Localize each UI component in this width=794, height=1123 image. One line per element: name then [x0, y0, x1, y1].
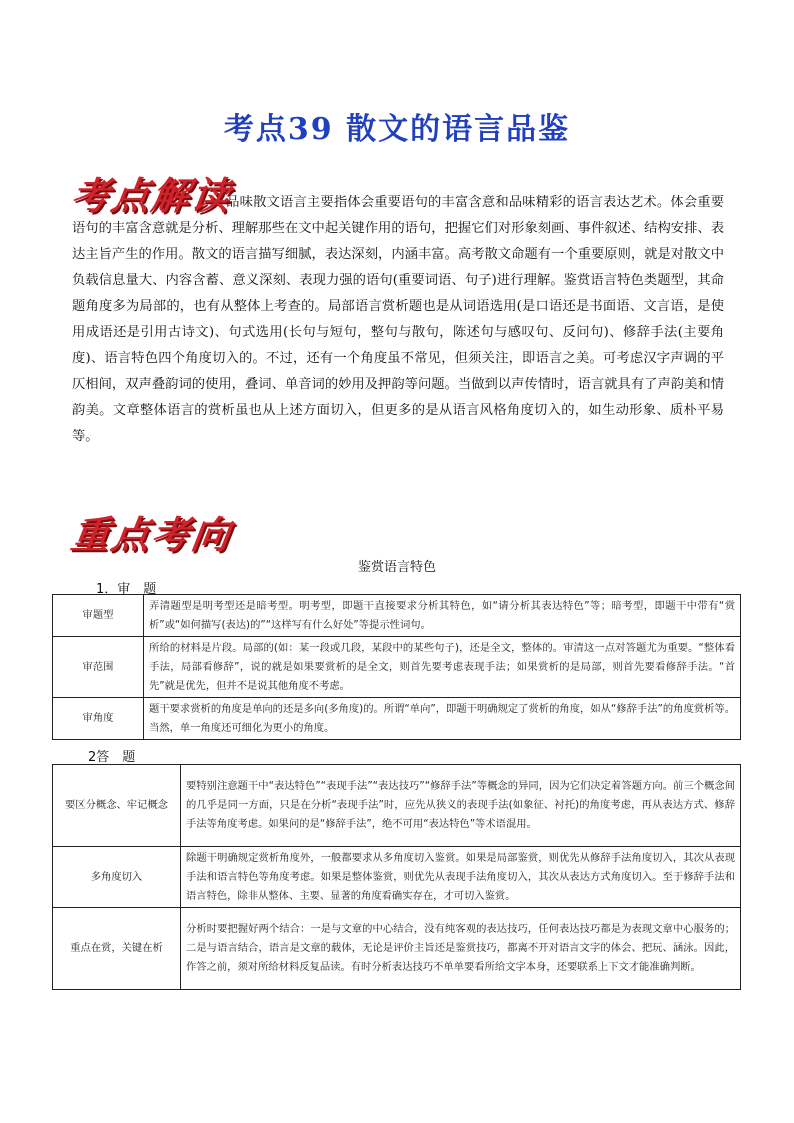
table-row: [53, 637, 741, 698]
part2-heading: 2答 题: [88, 750, 136, 765]
row-text: 题干要求赏析的角度是单向的还是多向(多角度)的。所谓“单向”，即题干明确规定了赏析的角度，如从“修辞手法”的角度赏析等。当然，单一角度还可细化为更小的角度。: [144, 698, 741, 740]
row-text: 除题干明确规定赏析角度外，一般都要求从多角度切入鉴赏。如果是局部鉴赏，则优先从修辞手法角度切入，其次从表现手法和语言特色等角度考虑。如果是整体鉴赏，则优先从表现手法角度切入，其次从表达方式角度切入。至于修辞手法和语言特色，除非从整体、主要、显著的角度看确实存在，才可切入鉴赏。: [181, 847, 741, 908]
row-label: 审角度: [53, 698, 144, 740]
row-label: 审范围: [53, 637, 144, 698]
intro-paragraph: [72, 190, 724, 450]
row-label: 审题型: [53, 595, 144, 637]
row-text: 所给的材料是片段。局部的(如：某一段或几段，某段中的某些句子)，还是全文，整体的。审清这一点对答题尤为重要。“整体看手法，局部看修辞”，说的就是如果要赏析的是全文，则首先要考虑表现手法；如果赏析的是局部，则首先要看修辞手法。“首先”就是优先，但并不是说其他角度不考虑。: [144, 637, 741, 698]
row-label: 重点在赏，关键在析: [53, 908, 181, 990]
part1-heading: 1．审 题: [96, 582, 157, 597]
row-text: 弄清题型是明考型还是暗考型。明考型，即题干直接要求分析其特色，如“请分析其表达特色”等；暗考型，即题干中带有“赏析”或“如何描写(表达)的”“这样写有什么好处”等提示性词句。: [144, 595, 741, 637]
table-row: [53, 698, 741, 740]
table-row: [53, 908, 741, 990]
part2-table: [52, 764, 741, 990]
table-row: [53, 847, 741, 908]
row-label: 要区分概念、牢记概念: [53, 765, 181, 847]
section-heading: 鉴赏语言特色: [357, 560, 436, 575]
table-row: [53, 765, 741, 847]
page-title: 考点39 散文的语言品鉴: [223, 112, 571, 147]
banner-interpretation: 考点解读: [68, 173, 235, 218]
banner-focus: 重点考向: [68, 512, 235, 557]
intro-text: 品味散文语言主要指体会重要语句的丰富含意和品味精彩的语言表达艺术。体会重要语句的丰富含意就是分析、理解那些在文中起关键作用的语句，把握它们对形象刻画、事件叙述、结构安排、表达主旨产生的作用。散文的语言描写细腻，表达深刻，内涵丰富。高考散文命题有一个重要原则，就是对散文中负载信息量大、内容含蓄、意义深刻、表现力强的语句(重要词语、句子)进行理解。鉴赏语言特色类题型，其命题角度多为局部的，也有从整体上考查的。局部语言赏析题也是从词语选用(是口语还是书面语、文言语，是使用成语还是引用古诗文)、句式选用(长句与短句，整句与散句，陈述句与感叹句、反问句)、修辞手法(主要角度)、语言特色四个角度切入的。不过，还有一个角度虽不常见，但须关注，即语言之美。可考虑汉字声调的平仄相间，双声叠韵词的使用，叠词、单音词的妙用及押韵等问题。当做到以声传情时，语言就具有了声韵美和情韵美。文章整体语言的赏析虽也从上述方面切入，但更多的是从语言风格角度切入的，如生动形象、质朴平易等。: [72, 195, 724, 444]
row-text: 要特别注意题干中“表达特色”“表现手法”“表达技巧”“修辞手法”等概念的异同，因为它们决定着答题方向。前三个概念间的几乎是同一方面，只是在分析“表现手法”时，应先从狭义的表现手法(如象征、衬托)的角度考虑，再从表达方式、修辞手法等角度考虑。如果问的是“修辞手法”，绝不可用“表达特色”等术语混用。: [181, 765, 741, 847]
row-text: 分析时要把握好两个结合：一是与文章的中心结合，没有纯客观的表达技巧，任何表达技巧都是为表现文章中心服务的；二是与语言结合，语言是文章的载体，无论是评价主旨还是鉴赏技巧，都离不开对语言文字的体会、把玩、涵泳。因此，作答之前，须对所给材料反复品读。有时分析表达技巧不单单要看所给文字本身，还要联系上下文才能准确判断。: [181, 908, 741, 990]
row-label: 多角度切入: [53, 847, 181, 908]
part1-table: [52, 594, 741, 740]
table-row: [53, 595, 741, 637]
